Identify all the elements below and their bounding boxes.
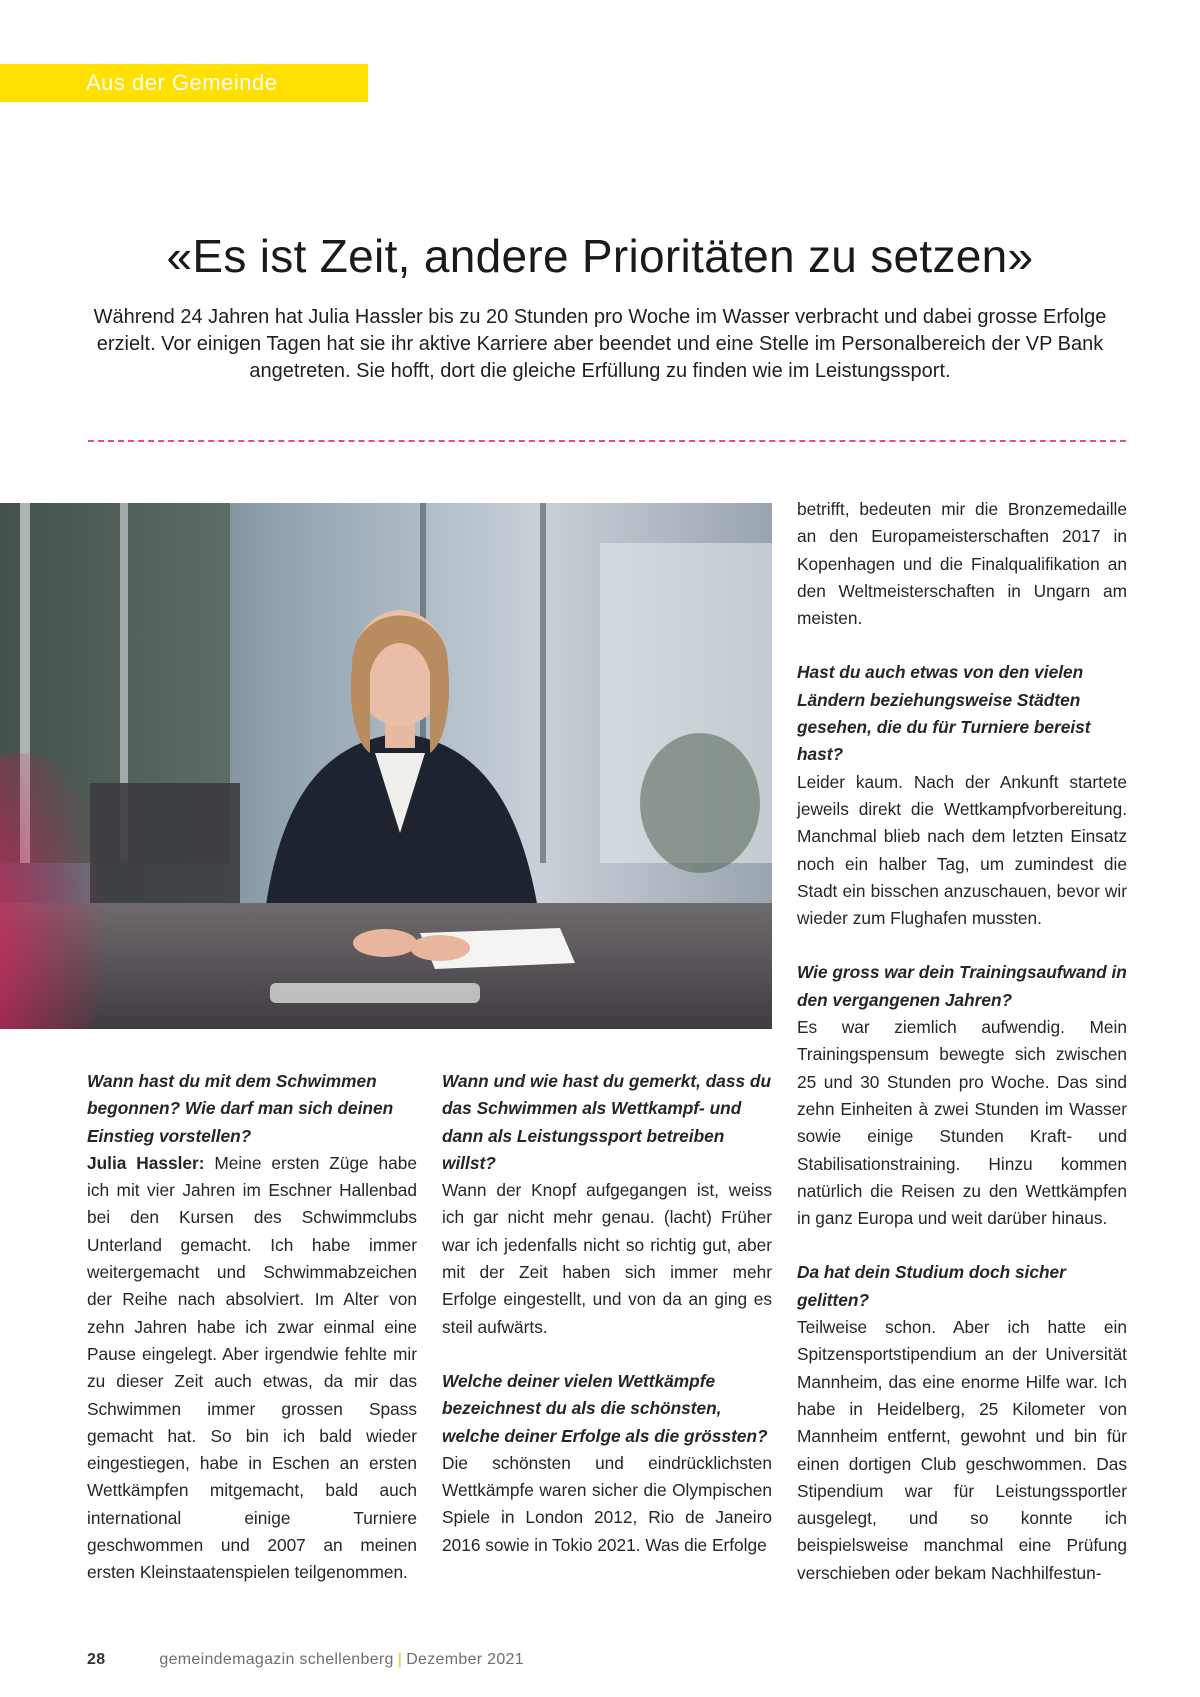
portrait-photo xyxy=(0,503,772,1029)
footer-separator: | xyxy=(397,1651,403,1668)
article-column-2 xyxy=(442,1068,772,1559)
interview-answer: Wann der Knopf aufgegangen ist, weiss ich gar nicht mehr genau. (lacht) Früher war ich jedenfalls nicht so richtig gut, aber mit der Zeit haben sich immer mehr Erfolge eingestellt, und von da an ging es steil aufwärts. xyxy=(442,1180,772,1337)
interview-question: Wann hast du mit dem Schwimmen begonnen? Wie darf man sich deinen Einstieg vorstellen? xyxy=(87,1071,394,1146)
interview-question: Da hat dein Studium doch sicher gelitten? xyxy=(797,1262,1066,1310)
article-column-1 xyxy=(87,1068,417,1587)
interview-answer: betrifft, bedeuten mir die Bronzemedaille an den Europameisterschaften 2017 in Kopenhagen und die Finalqualifikation an den Weltmeisterschaften in Ungarn am meisten. xyxy=(797,499,1127,629)
dashed-divider xyxy=(88,440,1126,442)
interview-question: Wie gross war dein Trainingsaufwand in den vergangenen Jahren? xyxy=(797,962,1127,1010)
interview-answer: Leider kaum. Nach der Ankunft startete jeweils direkt die Wettkampfvorbereitung. Manchmal blieb nach dem letzten Einsatz noch ein halber Tag, um zumindest die Stadt ein bisschen anzuschauen, bevor wir wieder zum Flughafen mussten. xyxy=(797,771,1127,929)
interview-question: Welche deiner vielen Wettkämpfe bezeichnest du als die schönsten, welche deiner Erfolge als die grössten? xyxy=(442,1370,768,1446)
interview-answer: Julia Hassler: Meine ersten Züge habe ich mit vier Jahren im Eschner Hallenbad bei den Kursen des Schwimmclubs Unterland gemacht. Ich habe immer weitergemacht und Schwimmabzeichen der Reihe nach absolviert. Im Alter von zehn Jahren habe ich zwar einmal eine Pause eingelegt. Aber irgendwie fehlte mir zu dieser Zeit auch etwas, da mir das Schwimmen immer grossen Spass gemacht hat. So bin ich bald wieder eingestiegen, habe in Eschen an ersten Wettkämpfen mitgemacht, bald auch international einige Turniere geschwommen und 2007 an meinen ersten Kleinstaatenspielen teilgenommen. xyxy=(87,1152,417,1583)
article-headline: «Es ist Zeit, andere Prioritäten zu setzen» xyxy=(166,230,1034,282)
interview-answer: Teilweise schon. Aber ich hatte ein Spitzensportstipendium an der Universität Mannheim, das eine enorme Hilfe war. Ich habe in Heidelberg, 25 Kilometer von Mannheim entfernt, gewohnt und bin für einen dortigen Club geschwommen. Das Stipendium war für Leistungssportler ausgelegt, und so konnte ich beispielsweise manchmal eine Prüfung verschieben oder bekam Nachhilfestun- xyxy=(797,1317,1127,1583)
speaker-name: Julia Hassler: xyxy=(87,1152,205,1173)
article-column-3 xyxy=(797,496,1127,1587)
interview-answer: Es war ziemlich aufwendig. Mein Trainingspensum bewegte sich zwischen 25 und 30 Stunden pro Woche. Das sind zehn Einheiten à zwei Stunden im Wasser sowie einige Stunden Kraft- und Stabilisationstraining. Hinzu kommen natürlich die Reisen zu den Wettkämpfen in ganz Europa und weit darüber hinaus. xyxy=(797,1017,1127,1229)
page-footer xyxy=(87,1651,524,1669)
interview-question: Wann und wie hast du gemerkt, dass du das Schwimmen als Wettkampf- und dann als Leistungssport betreiben willst? xyxy=(442,1071,772,1173)
page-number: 28 xyxy=(87,1651,106,1668)
magazine-name: gemeindemagazin schellenberg xyxy=(159,1651,394,1668)
article-lead: Während 24 Jahren hat Julia Hassler bis zu 20 Stunden pro Woche im Wasser verbracht und dabei grosse Erfolge erzielt. Vor einigen Tagen hat sie ihr aktive Karriere aber beendet und eine Stelle im Personalbereich der VP Bank angetreten. Sie hofft, dort die gleiche Erfüllung zu finden wie im Leistungssport. xyxy=(93,306,1107,382)
issue-date: Dezember 2021 xyxy=(406,1651,524,1668)
interview-question: Hast du auch etwas von den vielen Ländern beziehungsweise Städten gesehen, die du für Turniere bereist hast? xyxy=(797,662,1091,765)
interview-answer: Die schönsten und eindrücklichsten Wettkämpfe waren sicher die Olympischen Spiele in London 2012, Rio de Janeiro 2016 sowie in Tokio 2021. Was die Erfolge xyxy=(442,1452,772,1555)
section-tag: Aus der Gemeinde xyxy=(0,64,368,102)
